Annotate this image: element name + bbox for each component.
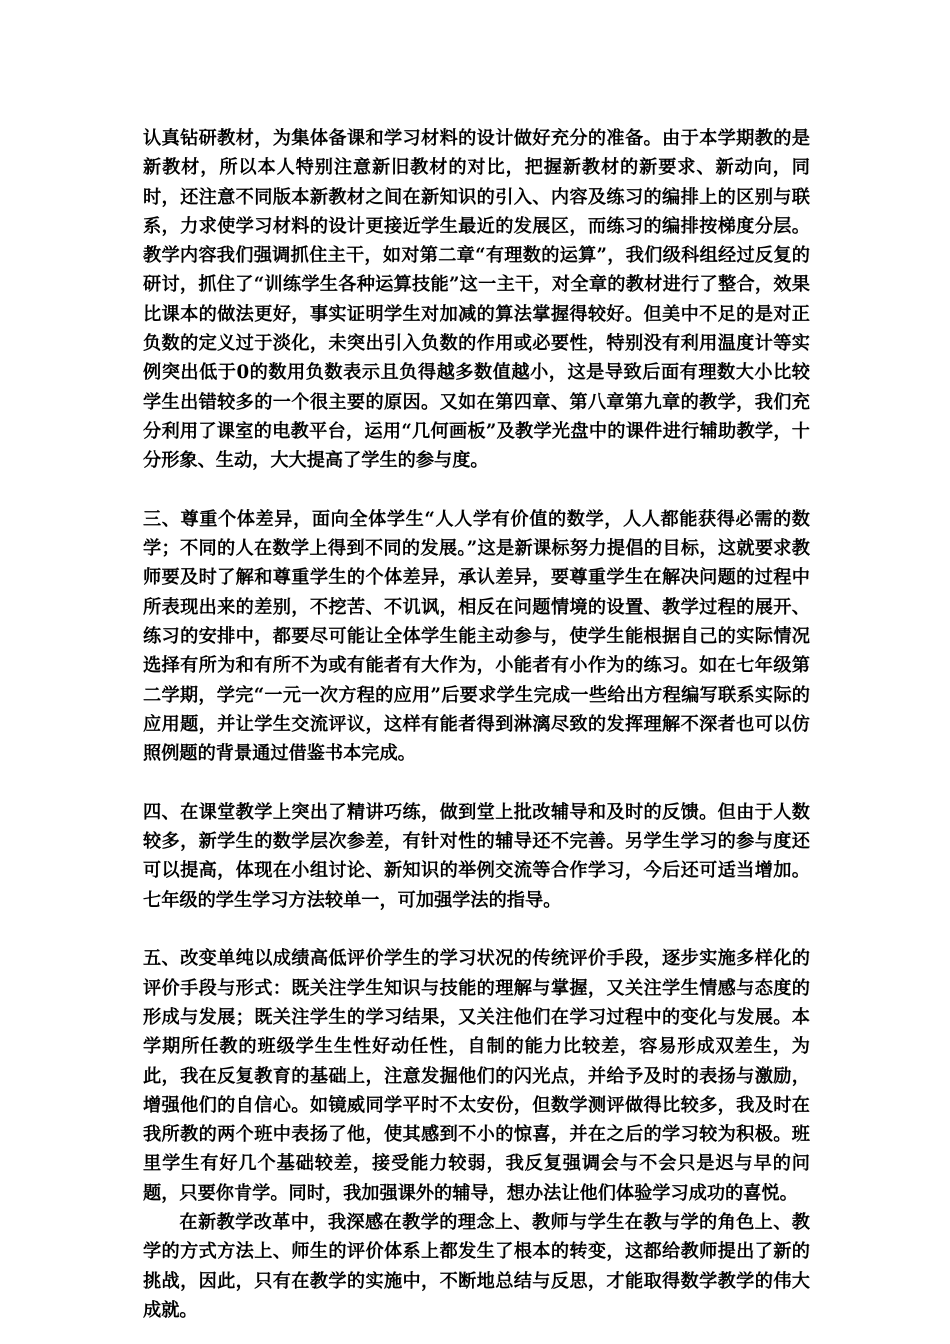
paragraph-gap xyxy=(143,915,810,944)
paragraph-gap xyxy=(143,476,810,505)
document-page xyxy=(143,124,810,1325)
paragraph-section-five: 五、改变单纯以成绩高低评价学生的学习状况的传统评价手段，逐步实施多样化的评价手段与形式：既关注学生知识与技能的理解与掌握，又关注学生情感与态度的形成与发展；既关注学生的学习结果，又关注他们在学习过程中的变化与发展。本学期所任教的班级学生生性好动任性，自制的能力比较差，容易形成双差生，为此，我在反复教育的基础上，注意发掘他们的闪光点，并给予及时的表扬与激励，增强他们的自信心。如镜威同学平时不太安份，但数学测评做得比较多，我及时在我所教的两个班中表扬了他，使其感到不小的惊喜，并在之后的学习较为积极。班里学生有好几个基础较差，接受能力较弱，我反复强调会与不会只是迟与早的问题，只要你肯学。同时，我加强课外的辅导，想办法让他们体验学习成功的喜悦。 xyxy=(143,948,810,1204)
paragraph-section-three: 三、尊重个体差异，面向全体学生“人人学有价值的数学，人人都能获得必需的数学；不同的人在数学上得到不同的发展。”这是新课标努力提倡的目标，这就要求教师要及时了解和尊重学生的个体差异，承认差异，要尊重学生在解决问题的过程中所表现出来的差别，不挖苦、不讥讽，相反在问题情境的设置、教学过程的展开、练习的安排中，都要尽可能让全体学生能主动参与，使学生能根据自己的实际情况选择有所为和有所不为或有能者有大作为，小能者有小作为的练习。如在七年级第二学期，学完“一元一次方程的应用”后要求学生完成一些给出方程编写联系实际的应用题，并让学生交流评议，这样有能者得到淋漓尽致的发挥理解不深者也可以仿照例题的背景通过借鉴书本完成。 xyxy=(143,508,810,765)
paragraph-teaching-materials: 认真钻研教材，为集体备课和学习材料的设计做好充分的准备。由于本学期教的是新教材，所以本人特别注意新旧教材的对比，把握新教材的新要求、新动向，同时，还注意不同版本新教材之间在新知识的引入、内容及练习的编排上的区别与联系，力求使学习材料的设计更接近学生最近的发展区，而练习的编排按梯度分层。教学内容我们强调抓住主干，如对第二章“有理数的运算”，我们级科组经过反复的研讨，抓住了“训练学生各种运算技能”这一主干，对全章的教材进行了整合，效果比课本的做法更好，事实证明学生对加减的算法掌握得较好。但美中不足的是对正负数的定义过于淡化，未突出引入负数的作用或必要性，特别没有利用温度计等实例突出低于0的数用负数表示且负得越多数值越小，这是导致后面有理数大小比较学生出错较多的一个很主要的原因。又如在第四章、第八章第九章的教学，我们充分利用了课室的电教平台，运用“几何画板”及教学光盘中的课件进行辅助教学，十分形象、生动，大大提高了学生的参与度。 xyxy=(143,128,810,472)
paragraph-gap xyxy=(143,769,810,798)
paragraph-section-four: 四、在课堂教学上突出了精讲巧练，做到堂上批改辅导和及时的反馈。但由于人数较多，新学生的数学层次参差，有针对性的辅导还不完善。另学生学习的参与度还可以提高，体现在小组讨论、新知识的举例交流等合作学习，今后还可适当增加。七年级的学生学习方法较单一，可加强学法的指导。 xyxy=(143,801,810,911)
paragraph-conclusion: 在新教学改革中，我深感在教学的理念上、教师与学生在教与学的角色上、教学的方式方法上、师生的评价体系上都发生了根本的转变，这都给教师提出了新的挑战，因此，只有在教学的实施中，不断地总结与反思，才能取得数学教学的伟大成就。 xyxy=(143,1211,810,1321)
